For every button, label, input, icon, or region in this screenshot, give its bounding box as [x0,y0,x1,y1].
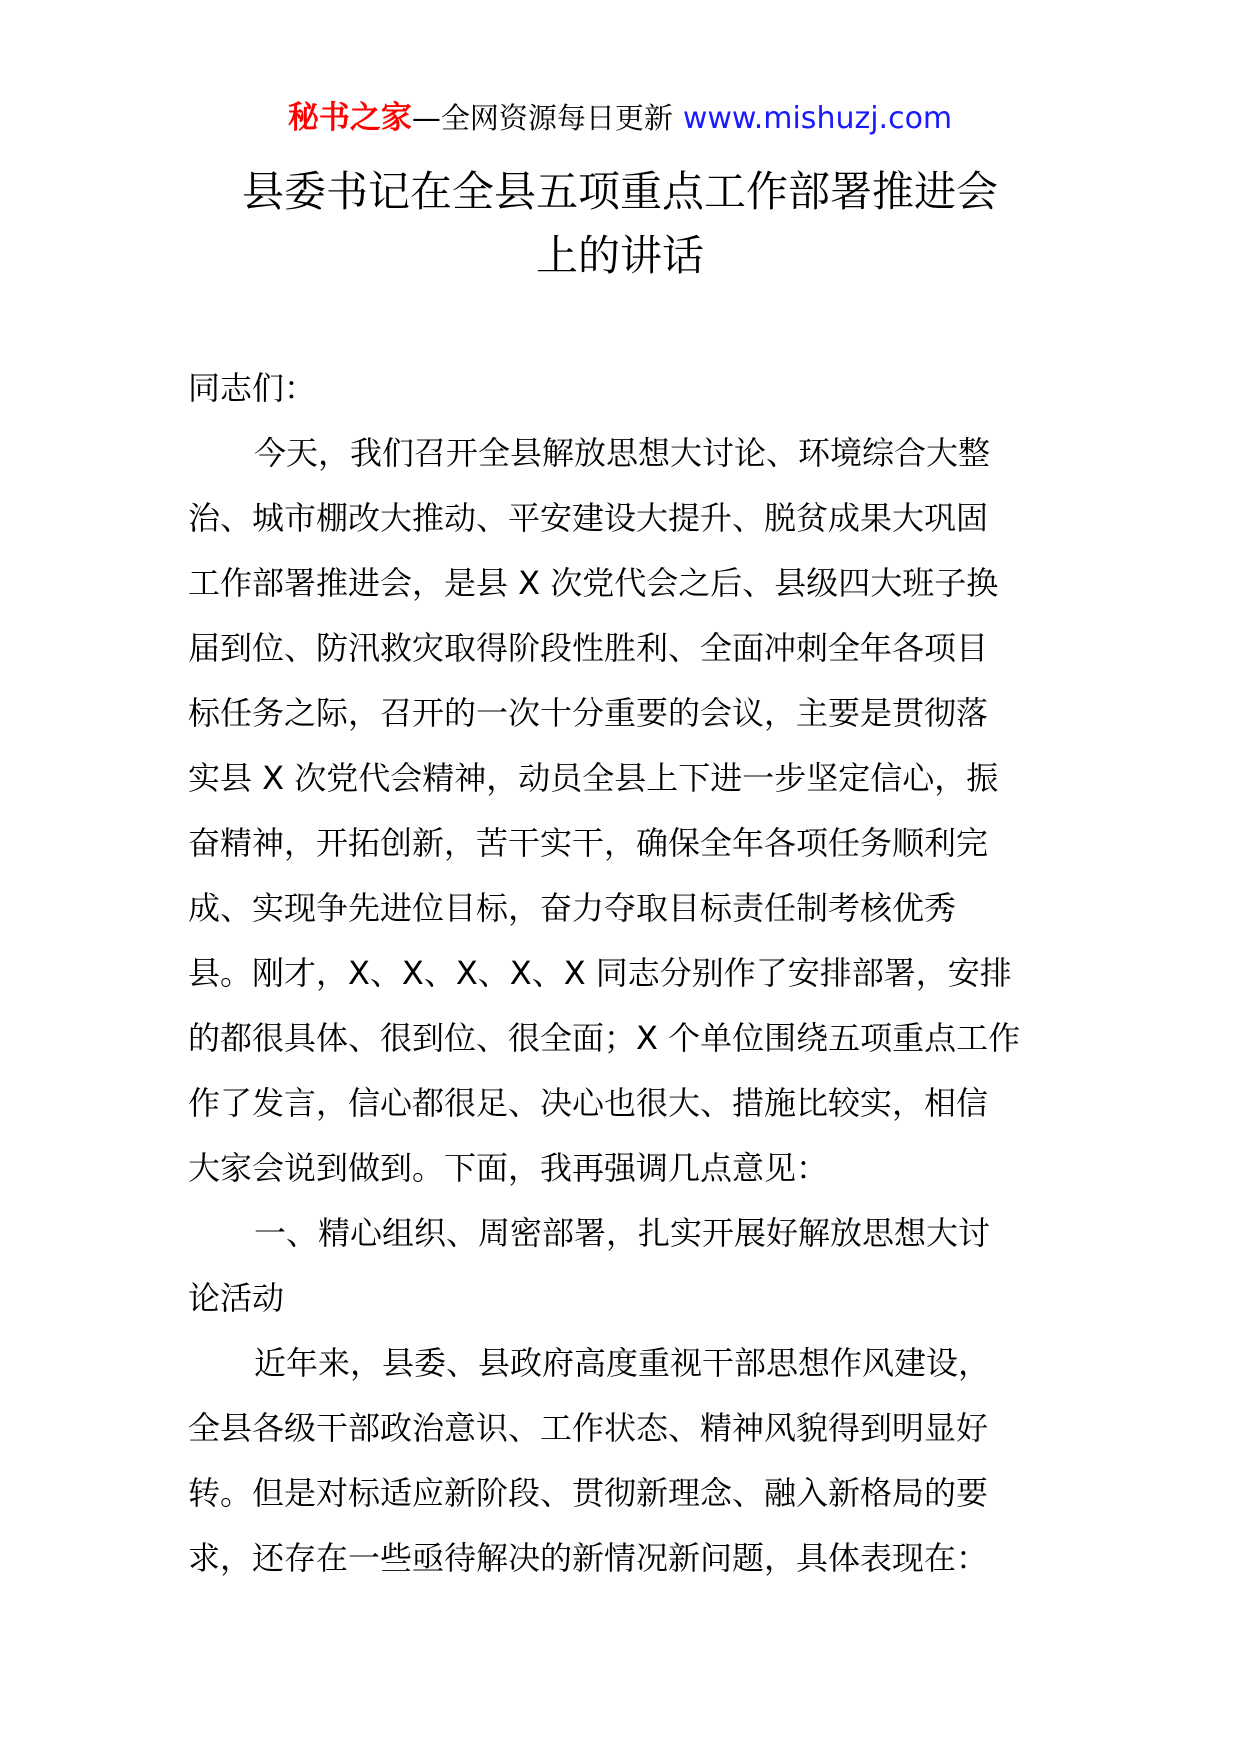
paragraph-line: 成、实现争先进位目标，奋力夺取目标责任制考核优秀 [188,889,957,927]
paragraph-line: 大家会说到做到。下面，我再强调几点意见： [188,1149,829,1187]
paragraph-line: 实县 X 次党代会精神，动员全县上下进一步坚定信心，振 [188,759,999,797]
site-banner [0,98,1240,139]
paragraph-line: 全县各级干部政治意识、工作状态、精神风貌得到明显好 [188,1409,989,1447]
title-line-2: 上的讲话 [535,231,704,280]
paragraph-line: 作了发言，信心都很足、决心也很大、措施比较实，相信 [188,1084,989,1122]
section-heading-line: 一、精心组织、周密部署，扎实开展好解放思想大讨 [254,1214,991,1252]
document-title [0,160,1240,288]
speech-body [188,356,1058,1591]
paragraph-line: 转。但是对标适应新阶段、贯彻新理念、融入新格局的要 [188,1474,989,1512]
paragraph-line: 标任务之际，召开的一次十分重要的会议，主要是贯彻落 [188,694,989,732]
paragraph-line: 奋精神，开拓创新，苦干实干，确保全年各项任务顺利完 [188,824,989,862]
site-url-link[interactable]: www.mishuzj.com [682,101,953,136]
paragraph-line: 治、城市棚改大推动、平安建设大提升、脱贫成果大巩固 [188,499,989,537]
paragraph-line: 求，还存在一些亟待解决的新情况新问题，具体表现在： [188,1539,989,1577]
banner-tagline: —全网资源每日更新 [411,101,673,135]
salutation: 同志们： [188,369,317,407]
brand-name: 秘书之家 [287,100,412,136]
paragraph-line: 近年来，县委、县政府高度重视干部思想作风建设， [254,1344,991,1382]
section-heading-line: 论活动 [188,1279,285,1317]
paragraph-line: 届到位、防汛救灾取得阶段性胜利、全面冲刺全年各项目 [188,629,989,667]
paragraph-line: 今天，我们召开全县解放思想大讨论、环境综合大整 [254,434,991,472]
paragraph-line: 的都很具体、很到位、很全面；X 个单位围绕五项重点工作 [188,1019,1021,1057]
paragraph-line: 县。刚才，X、X、X、X、X 同志分别作了安排部署，安排 [188,954,1012,992]
title-line-1: 县委书记在全县五项重点工作部署推进会 [241,167,998,216]
paragraph-line: 工作部署推进会，是县 X 次党代会之后、县级四大班子换 [188,564,999,602]
